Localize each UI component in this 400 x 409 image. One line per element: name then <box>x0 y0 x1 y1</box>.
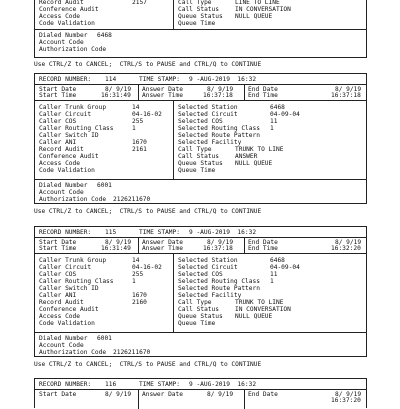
section-divider <box>35 179 366 180</box>
ctrl-instructions: Use CTRL/Z to CANCEL; CTRL/S to PAUSE and CTRL/Q to CONTINUE <box>34 208 262 215</box>
value-call-status: ANSWER <box>235 153 258 160</box>
label-caller-routing-class: Caller Routing Class <box>39 278 114 285</box>
label-access-code: Access Code <box>39 160 80 167</box>
label-selected-route-pattern: Selected Route Pattern <box>178 285 260 292</box>
label-start-time: Start Time <box>39 245 77 252</box>
label-account-code: Account Code <box>39 342 84 349</box>
record-number-label: RECORD NUMBER: <box>39 229 92 236</box>
label-answer-date: Answer Date <box>142 239 183 246</box>
label-dialed-number: Dialed Number <box>39 182 88 189</box>
column-divider <box>138 84 139 100</box>
record-number-label: RECORD NUMBER: <box>39 381 92 388</box>
label-answer-time: Answer Time <box>142 245 183 252</box>
record-number: 116 <box>105 381 117 388</box>
label-start-date: Start Date <box>39 391 77 398</box>
label-authorization-code: Authorization Code <box>39 46 107 53</box>
column-divider <box>244 84 245 100</box>
value-call-status: IN CONVERSATION <box>235 306 291 313</box>
value-answer-date: 8/ 9/19 <box>207 239 234 246</box>
label-caller-switch-id: Caller Switch ID <box>39 132 99 139</box>
value-selected-cos: 11 <box>270 271 278 278</box>
label-selected-station: Selected Station <box>178 257 238 264</box>
label-caller-ani: Caller ANI <box>39 139 77 146</box>
label-record-audit: Record Audit <box>39 299 84 306</box>
value-caller-ani: 1670 <box>132 139 147 146</box>
label-selected-cos: Selected COS <box>178 118 223 125</box>
label-call-type: Call Type <box>178 299 212 306</box>
value-selected-station: 6468 <box>270 104 285 111</box>
value-dialed-number: 6468 <box>97 32 112 39</box>
value-caller-ani: 1670 <box>132 292 147 299</box>
section-divider <box>35 237 366 238</box>
value-selected-routing-class: 1 <box>270 278 274 285</box>
label-call-status: Call Status <box>178 306 219 313</box>
value-caller-trunk-group: 14 <box>132 104 140 111</box>
record-box <box>34 226 367 357</box>
label-selected-facility: Selected Facility <box>178 292 242 299</box>
label-caller-switch-id: Caller Switch ID <box>39 285 99 292</box>
value-answer-time: 16:37:18 <box>203 245 233 252</box>
label-conference-audit: Conference Audit <box>39 306 99 313</box>
label-queue-status: Queue Status <box>178 160 223 167</box>
record-number: 114 <box>105 76 117 83</box>
timestamp: 9 -AUG-2019 16:32 <box>189 76 257 83</box>
value-answer-date: 8/ 9/19 <box>207 86 234 93</box>
timestamp: 9 -AUG-2019 16:32 <box>189 381 257 388</box>
label-queue-time: Queue Time <box>178 20 216 27</box>
column-divider <box>244 389 245 409</box>
value-call-type: LINE TO LINE <box>235 0 280 6</box>
label-start-date: Start Date <box>39 239 77 246</box>
value-end-date: 8/ 9/19 <box>335 239 362 246</box>
value-call-type: TRUNK TO LINE <box>235 146 284 153</box>
value-caller-routing-class: 1 <box>132 278 136 285</box>
label-caller-ani: Caller ANI <box>39 292 77 299</box>
label-conference-audit: Conference Audit <box>39 153 99 160</box>
value-start-time: 16:31:49 <box>101 92 131 99</box>
column-divider <box>173 0 174 30</box>
value-dialed-number: 6001 <box>97 335 112 342</box>
label-dialed-number: Dialed Number <box>39 32 88 39</box>
timestamp: 9 -AUG-2019 16:32 <box>189 229 257 236</box>
value-selected-circuit: 04-09-04 <box>270 111 300 118</box>
section-divider <box>35 84 366 85</box>
value-queue-status: NULL QUEUE <box>235 13 273 20</box>
label-authorization-code: Authorization Code <box>39 196 107 203</box>
label-code-validation: Code Validation <box>39 167 95 174</box>
timestamp-label: TIME STAMP: <box>139 76 180 83</box>
column-divider <box>244 237 245 253</box>
label-answer-date: Answer Date <box>142 391 183 398</box>
value-caller-routing-class: 1 <box>132 125 136 132</box>
column-divider <box>173 100 174 179</box>
label-caller-circuit: Caller Circuit <box>39 111 92 118</box>
value-queue-status: NULL QUEUE <box>235 313 273 320</box>
column-divider <box>173 253 174 332</box>
value-start-date: 8/ 9/19 <box>105 86 132 93</box>
label-account-code: Account Code <box>39 39 84 46</box>
label-queue-time: Queue Time <box>178 167 216 174</box>
value-selected-routing-class: 1 <box>270 125 274 132</box>
value-queue-status: NULL QUEUE <box>235 160 273 167</box>
value-caller-trunk-group: 14 <box>132 257 140 264</box>
label-queue-time: Queue Time <box>178 320 216 327</box>
record-box-top-partial <box>34 0 367 58</box>
value-end-date: 8/ 9/19 <box>335 391 362 398</box>
label-end-date: End Date <box>248 391 278 398</box>
section-divider <box>35 389 366 390</box>
label-selected-circuit: Selected Circuit <box>178 264 238 271</box>
value-record-audit: 2160 <box>132 299 147 306</box>
label-end-date: End Date <box>248 239 278 246</box>
value-authorization-code: 2126211670 <box>113 349 151 356</box>
label-end-date: End Date <box>248 86 278 93</box>
value-answer-date: 8/ 9/19 <box>207 391 234 398</box>
label-record-audit: Record Audit <box>39 146 84 153</box>
label-queue-status: Queue Status <box>178 313 223 320</box>
section-divider <box>35 29 366 30</box>
record-box <box>34 73 367 204</box>
label-caller-trunk-group: Caller Trunk Group <box>39 257 107 264</box>
label-record-audit: Record Audit <box>39 0 84 6</box>
value-start-date: 8/ 9/19 <box>105 239 132 246</box>
label-call-status: Call Status <box>178 6 219 13</box>
column-divider <box>138 389 139 409</box>
label-access-code: Access Code <box>39 313 80 320</box>
label-selected-cos: Selected COS <box>178 271 223 278</box>
value-end-time: 16:37:18 <box>331 92 361 99</box>
section-divider <box>35 100 366 101</box>
value-caller-circuit: 04-16-02 <box>132 111 162 118</box>
value-authorization-code: 2126211670 <box>113 196 151 203</box>
label-call-status: Call Status <box>178 153 219 160</box>
ctrl-instructions: Use CTRL/Z to CANCEL; CTRL/S to PAUSE and CTRL/Q to CONTINUE <box>34 61 262 68</box>
label-code-validation: Code Validation <box>39 20 95 27</box>
label-answer-time: Answer Time <box>142 92 183 99</box>
value-start-date: 8/ 9/19 <box>105 391 132 398</box>
label-authorization-code: Authorization Code <box>39 349 107 356</box>
timestamp-label: TIME STAMP: <box>139 381 180 388</box>
label-dialed-number: Dialed Number <box>39 335 88 342</box>
label-selected-routing-class: Selected Routing Class <box>178 125 260 132</box>
label-call-type: Call Type <box>178 146 212 153</box>
label-access-code: Access Code <box>39 13 80 20</box>
ctrl-instructions: Use CTRL/Z to CANCEL; CTRL/S to PAUSE and CTRL/Q to CONTINUE <box>34 361 262 368</box>
value-end-date: 8/ 9/19 <box>335 86 362 93</box>
value-dialed-number: 6001 <box>97 182 112 189</box>
label-code-validation: Code Validation <box>39 320 95 327</box>
label-caller-trunk-group: Caller Trunk Group <box>39 104 107 111</box>
label-caller-circuit: Caller Circuit <box>39 264 92 271</box>
label-end-time: End Time <box>248 92 278 99</box>
value-call-type: TRUNK TO LINE <box>235 299 284 306</box>
value-caller-cos: 255 <box>132 271 144 278</box>
timestamp-label: TIME STAMP: <box>139 229 180 236</box>
value-selected-station: 6468 <box>270 257 285 264</box>
label-selected-routing-class: Selected Routing Class <box>178 278 260 285</box>
label-start-date: Start Date <box>39 86 77 93</box>
value-call-status: IN CONVERSATION <box>235 6 291 13</box>
label-queue-status: Queue Status <box>178 13 223 20</box>
value-selected-circuit: 04-09-04 <box>270 264 300 271</box>
label-account-code: Account Code <box>39 189 84 196</box>
label-end-time: End Time <box>248 245 278 252</box>
section-divider <box>35 253 366 254</box>
record-box-bottom-partial <box>34 378 367 408</box>
label-caller-cos: Caller COS <box>39 271 77 278</box>
label-call-type: Call Type <box>178 0 212 6</box>
label-selected-facility: Selected Facility <box>178 139 242 146</box>
value-end-time-partial: 16:37:20 <box>331 397 361 404</box>
value-end-time: 16:32:20 <box>331 245 361 252</box>
label-selected-circuit: Selected Circuit <box>178 111 238 118</box>
value-record-audit: 2157 <box>132 0 147 6</box>
label-selected-station: Selected Station <box>178 104 238 111</box>
label-caller-routing-class: Caller Routing Class <box>39 125 114 132</box>
value-selected-cos: 11 <box>270 118 278 125</box>
label-start-time: Start Time <box>39 92 77 99</box>
value-start-time: 16:31:49 <box>101 245 131 252</box>
value-record-audit: 2161 <box>132 146 147 153</box>
value-caller-circuit: 04-16-02 <box>132 264 162 271</box>
label-selected-route-pattern: Selected Route Pattern <box>178 132 260 139</box>
label-answer-date: Answer Date <box>142 86 183 93</box>
record-number-label: RECORD NUMBER: <box>39 76 92 83</box>
column-divider <box>138 237 139 253</box>
label-caller-cos: Caller COS <box>39 118 77 125</box>
value-caller-cos: 255 <box>132 118 144 125</box>
record-number: 115 <box>105 229 117 236</box>
label-conference-audit: Conference Audit <box>39 6 99 13</box>
value-answer-time: 16:37:18 <box>203 92 233 99</box>
section-divider <box>35 332 366 333</box>
